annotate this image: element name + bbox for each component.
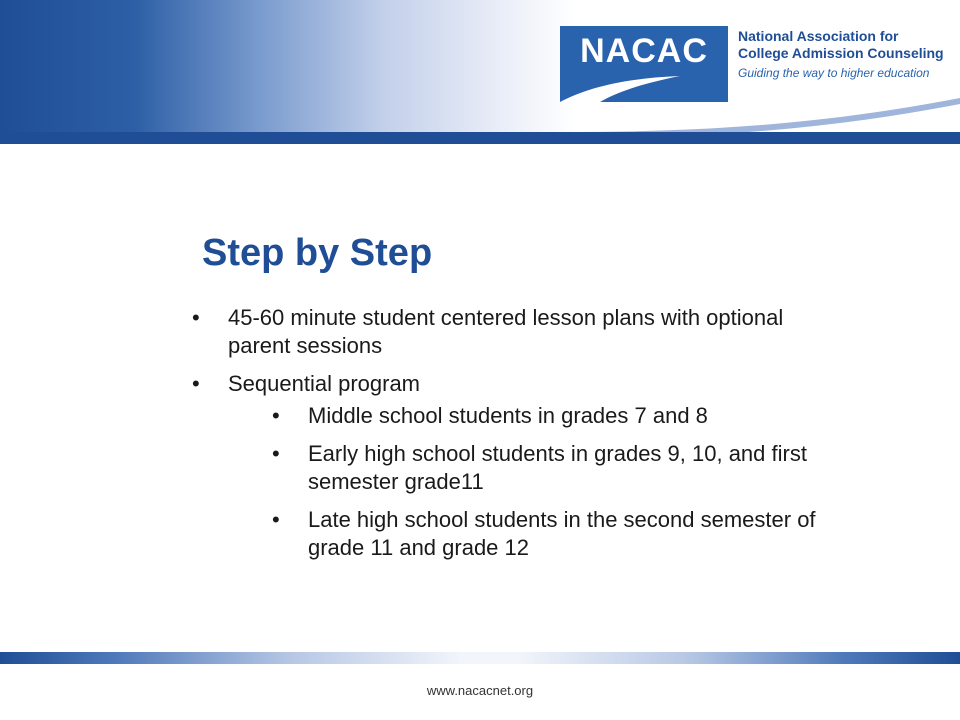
sub-bullet-text: Late high school students in the second semester of grade 11 and grade 12 bbox=[308, 507, 816, 560]
sub-bullet-list bbox=[228, 402, 830, 562]
logo-text: NACAC bbox=[580, 32, 708, 70]
bullet-item bbox=[190, 304, 830, 360]
org-name-line1: National Association for bbox=[738, 28, 899, 44]
sub-bullet-item bbox=[270, 440, 830, 496]
org-tagline: Guiding the way to higher education bbox=[738, 66, 930, 80]
sub-bullet-text: Early high school students in grades 9, 10, and first semester grade11 bbox=[308, 441, 807, 494]
bullet-text: 45-60 minute student centered lesson plans with optional parent sessions bbox=[228, 305, 784, 358]
bullet-list bbox=[190, 304, 830, 572]
footer-url[interactable]: www.nacacnet.org bbox=[426, 683, 534, 698]
nacac-logo bbox=[560, 26, 728, 102]
org-name bbox=[738, 28, 948, 62]
header-swoosh bbox=[0, 0, 960, 160]
org-name-line2: College Admission Counseling bbox=[738, 45, 944, 61]
bullet-item bbox=[190, 370, 830, 562]
sub-bullet-text: Middle school students in grades 7 and 8 bbox=[308, 403, 708, 428]
slide-title: Step by Step bbox=[202, 232, 433, 274]
sub-bullet-item bbox=[270, 506, 830, 562]
bullet-text: Sequential program bbox=[228, 371, 421, 396]
logo-swoosh-icon bbox=[560, 26, 728, 102]
sub-bullet-item bbox=[270, 402, 830, 430]
